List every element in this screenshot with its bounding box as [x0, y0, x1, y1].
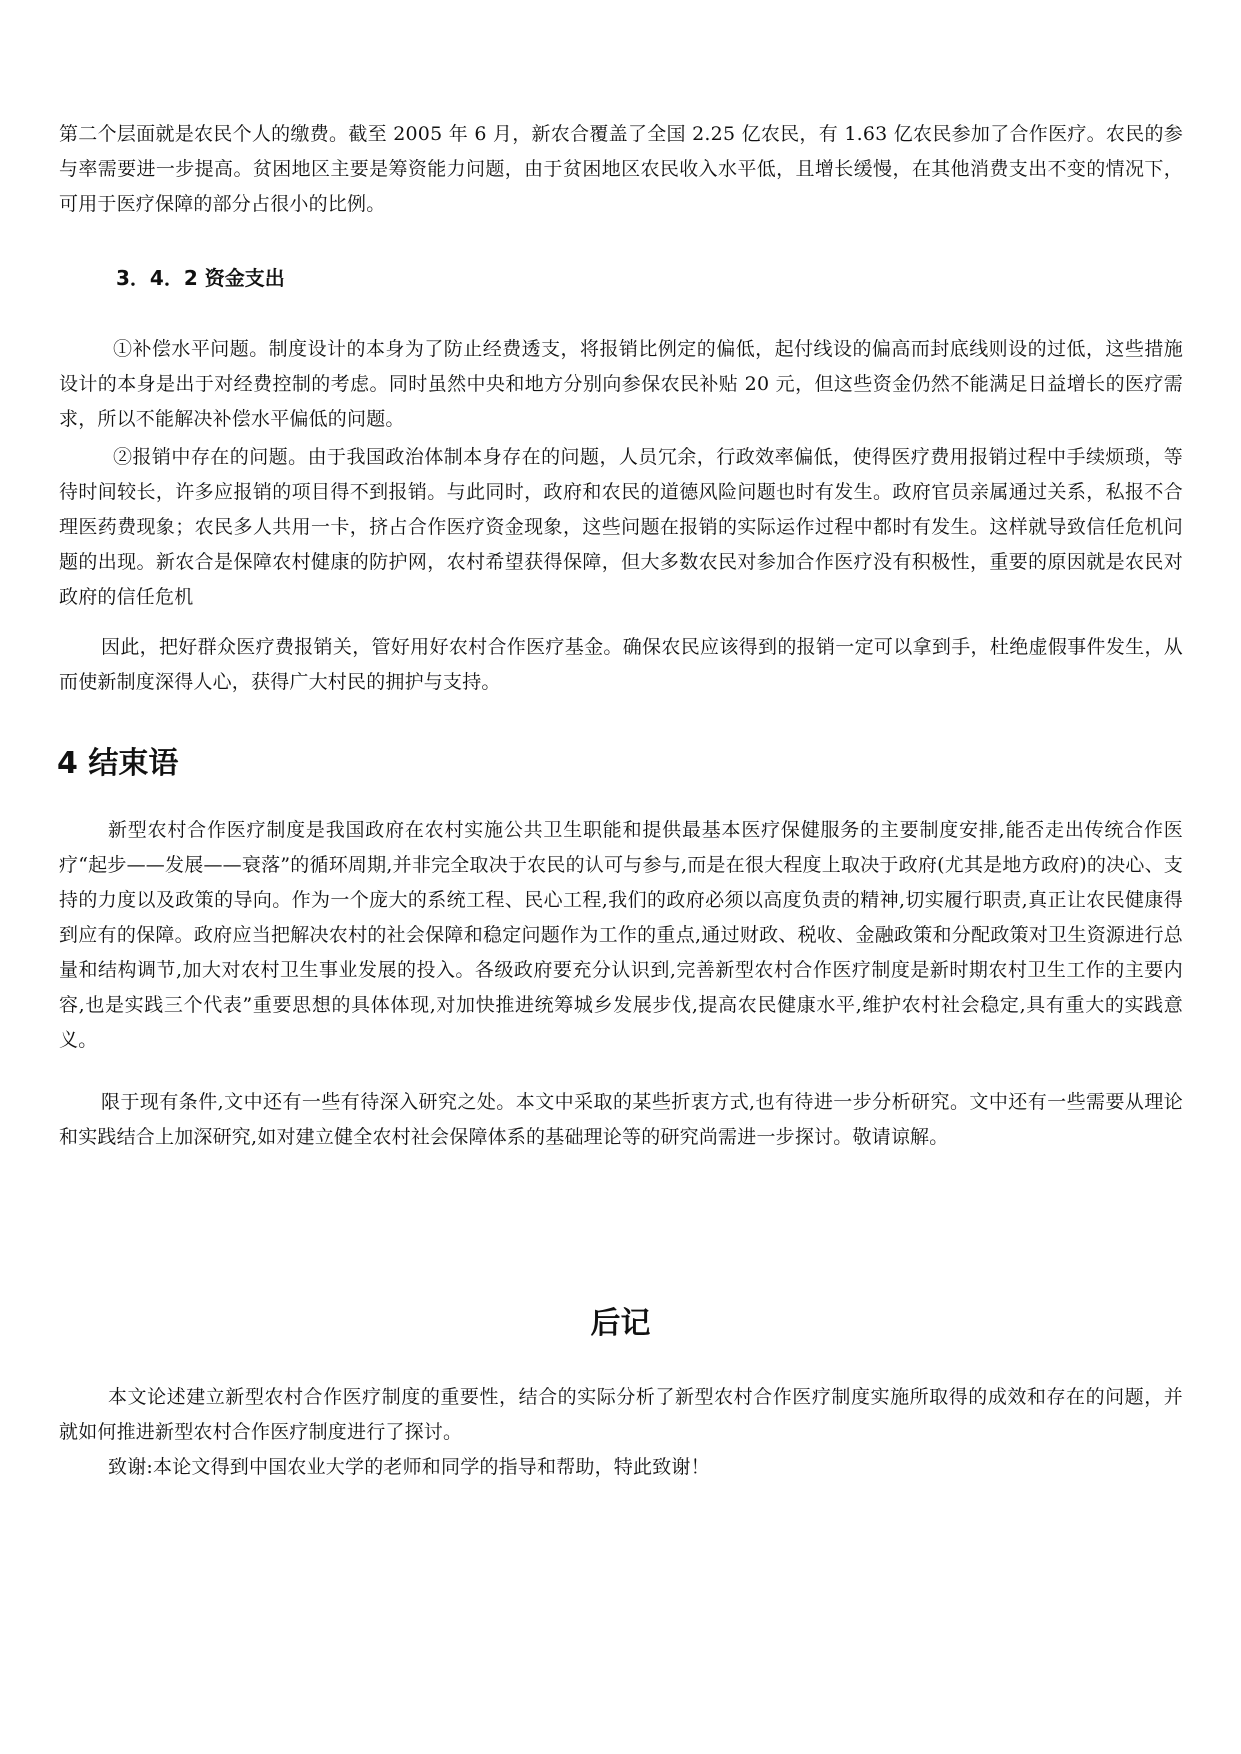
paragraph-postscript-summary: 本文论述建立新型农村合作医疗制度的重要性，结合的实际分析了新型农村合作医疗制度实施所取得的成效和存在的问题，并就如何推进新型农村合作医疗制度进行了探讨。 [59, 1386, 1183, 1443]
paragraph-compensation-level: ①补偿水平问题。制度设计的本身为了防止经费透支，将报销比例定的偏低，起付线设的偏高而封底线则设的过低，这些措施设计的本身是出于对经费控制的考虑。同时虽然中央和地方分别向参保农民补贴 20 元，但这些资金仍然不能满足日益增长的医疗需求，所以不能解决补偿水平偏低的问题。 [59, 338, 1183, 430]
paragraph-therefore: 因此，把好群众医疗费报销关，管好用好农村合作医疗基金。确保农民应该得到的报销一定可以拿到手，杜绝虚假事件发生，从而使新制度深得人心，获得广大村民的拥护与支持。 [59, 636, 1183, 693]
paragraph-conclusion-limitations: 限于现有条件,文中还有一些有待深入研究之处。本文中采取的某些折衷方式,也有待进一步分析研究。文中还有一些需要从理论和实践结合上加深研究,如对建立健全农村社会保障体系的基础理论等的研究尚需进一步探讨。敬请谅解。 [59, 1091, 1183, 1148]
postscript-heading: 后记 [590, 1306, 651, 1341]
paragraph-conclusion-main: 新型农村合作医疗制度是我国政府在农村实施公共卫生职能和提供最基本医疗保健服务的主要制度安排,能否走出传统合作医疗“起步——发展——衰落”的循环周期,并非完全取决于农民的认可与参与,而是在很大程度上取决于政府(尤其是地方政府)的决心、支持的力度以及政策的导向。作为一个庞大的系统工程、民心工程,我们的政府必须以高度负责的精神,切实履行职责,真正让农民健康得到应有的保障。政府应当把解决农村的社会保障和稳定问题作为工作的重点,通过财政、税收、金融政策和分配政策对卫生资源进行总量和结构调节,加大对农村卫生事业发展的投入。各级政府要充分认识到,完善新型农村合作医疗制度是新时期农村卫生工作的主要内容,也是实践三个代表”重要思想的具体体现,对加快推进统筹城乡发展步伐,提高农民健康水平,维护农村社会稳定,具有重大的实践意义。 [59, 819, 1183, 1051]
section-heading-conclusion: 4 结束语 [57, 746, 179, 781]
paragraph-acknowledgement: 致谢:本论文得到中国农业大学的老师和同学的指导和帮助，特此致谢！ [108, 1456, 710, 1478]
section-heading-3-4-2: 3．4．2 资金支出 [116, 266, 285, 290]
paragraph-reimbursement-problems: ②报销中存在的问题。由于我国政治体制本身存在的问题，人员冗余，行政效率偏低，使得医疗费用报销过程中手续烦琐，等待时间较长，许多应报销的项目得不到报销。与此同时，政府和农民的道德风险问题也时有发生。政府官员亲属通过关系，私报不合理医药费现象；农民多人共用一卡，挤占合作医疗资金现象，这些问题在报销的实际运作过程中都时有发生。这样就导致信任危机问题的出现。新农合是保障农村健康的防护网，农村希望获得保障，但大多数农民对参加合作医疗没有积极性，重要的原因就是农民对政府的信任危机 [59, 446, 1183, 608]
paragraph-funding-individual: 第二个层面就是农民个人的缴费。截至 2005 年 6 月，新农合覆盖了全国 2.25 亿农民，有 1.63 亿农民参加了合作医疗。农民的参与率需要进一步提高。贫困地区主要是筹资能力问题，由于贫困地区农民收入水平低，且增长缓慢，在其他消费支出不变的情况下，可用于医疗保障的部分占很小的比例。 [59, 123, 1183, 215]
